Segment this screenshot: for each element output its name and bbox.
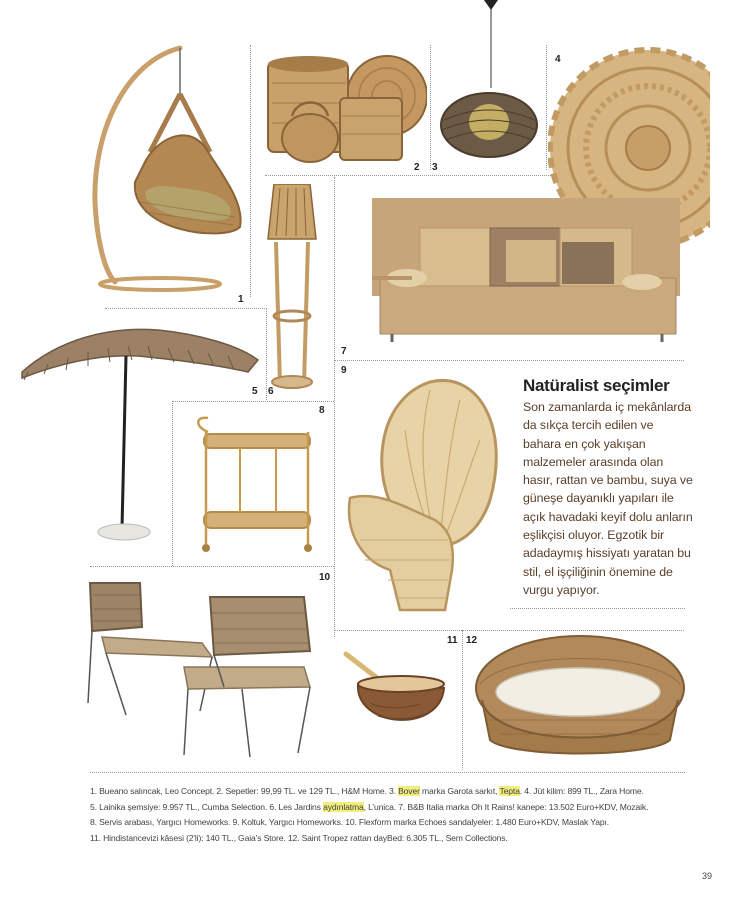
credits-text: , L’unica. 7. B&B Italia marka Oh It Rains! kanepe: 13.502 Euro+KDV, Mozaik. [363,801,649,812]
hanging-swing-chair-image [85,42,250,302]
article-title: Natüralist seçimler [523,376,670,395]
item-number-8: 8 [319,405,325,416]
item-number-12: 12 [466,635,478,646]
sofa-image [362,190,686,348]
item-number-1: 1 [238,294,244,305]
highlight-aydinlatma: aydınlatma [323,801,364,812]
item-number-11: 11 [447,635,458,646]
credits-text: 1. Bueano salıncak, Leo Concept. 2. Sepetler: 99,99 TL. ve 129 TL., H&M Home. 3. [90,786,399,796]
credits-text: 5. Lainika şemsiye: 9.957 TL., Cumba Selection. 6. Les Jardins [90,801,324,812]
highlight-bover: Bover [398,786,420,796]
floor-lamp-image [262,184,332,394]
divider [90,566,334,567]
article-body: Son zamanlarda iç mekânlarda da sıkça tercih edilen ve bahara en çok yakışan malzemeler arasında olan hasır, rattan ve bambu, suya ve güneşe dayanıklı yapıları ile açık havadaki keyif dolu anların eşlikçisi oluyor. Egzotik bir adadaymış hissiyatı yaratan bu stil, el işçiliğinin önemine de vurgu yapıyor. [523,400,693,597]
divider [334,360,684,361]
item-number-4: 4 [555,54,561,65]
divider [462,630,463,770]
page-number: 39 [702,871,713,881]
divider [430,45,431,170]
item-number-6: 6 [268,386,274,397]
item-number-2: 2 [414,162,420,173]
item-number-3: 3 [432,162,438,173]
credits-line-4: 11. Hindistancevizi kâsesi (2'li): 140 TL., Gaia’s Store. 12. Saint Tropez rattan dayBed: 6.305 TL., Sem Collections. [90,832,508,843]
divider [250,45,251,297]
credits-line-3: 8. Servis arabası, Yargıcı Homeworks. 9. Koltuk, Yargıcı Homeworks. 10. Flexform marka Echoes sandalyeler: 1.480 Euro+KDV, Maslak Yapı. [90,817,609,828]
divider [90,772,685,773]
item-number-10: 10 [319,572,331,583]
divider [105,308,267,309]
divider [510,608,685,609]
product-credits [90,784,690,846]
highlight-tepta: Tepta [499,786,520,796]
credits-line-2 [90,800,690,816]
peacock-chair-image [340,370,505,618]
rattan-daybed-image [470,630,688,762]
credits-text: marka Garota sarkıt, [419,786,500,796]
baskets-image [262,48,427,166]
serving-cart-image [190,412,320,557]
pendant-lamp-image [436,0,544,168]
item-number-9: 9 [341,365,347,376]
credits-text: . 4. Jüt kilim: 899 TL., Zara Home. [519,786,644,796]
credits-line-1 [90,784,690,800]
item-number-7: 7 [341,346,347,357]
divider [546,45,547,170]
item-number-5: 5 [252,386,258,397]
divider [334,177,335,637]
coconut-bowl-image [340,648,455,748]
lounge-chairs-image [82,575,322,765]
article-block [523,376,693,599]
